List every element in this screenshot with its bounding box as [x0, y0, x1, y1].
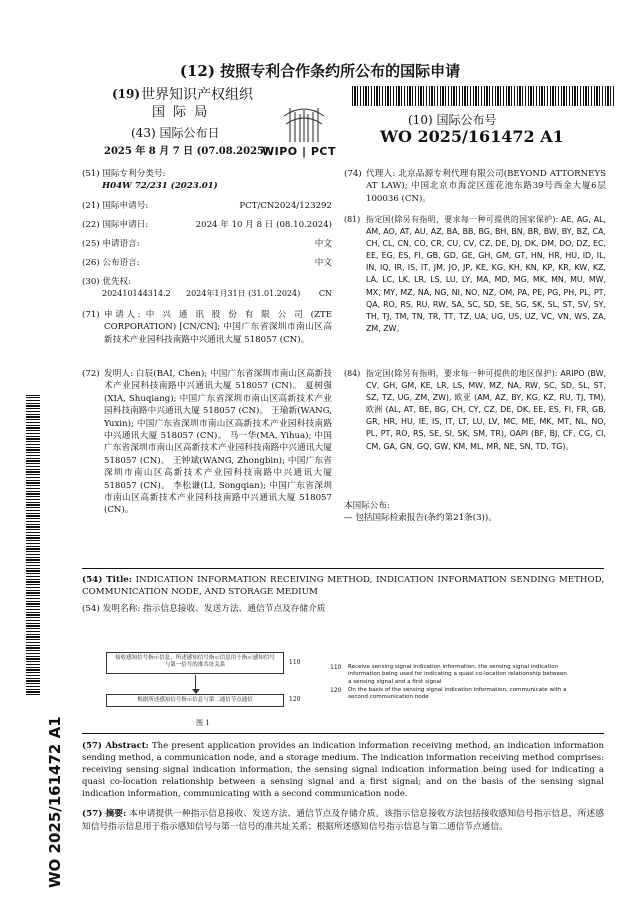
priority-number: 202410144314.2 [102, 289, 171, 299]
wipo-emblem-icon [270, 104, 338, 144]
field-51-label: (51) 国际专利分类号: [82, 169, 166, 179]
field-30-label: (30) 优先权: [82, 277, 132, 287]
field-30 [82, 276, 332, 301]
publication-item: — 包括国际检索报告(条约第21条(3))。 [344, 513, 497, 524]
flow-ref-110: 110 [289, 659, 301, 666]
field-22-value: 2024 年 10 月 8 日 (08.10.2024) [195, 220, 332, 230]
abstract-zh-text: 本申请提供一种指示信息接收、发送方法、通信节点及存储介质。该指示信息接收方法包括接收感知信号指示信息，所述感知信号指示信息用于指示感知信号与第一信号的准共址关系；根据所述感知信号指示信息与第二通信节点通信。 [82, 809, 605, 832]
field-21 [82, 200, 332, 212]
field-25 [82, 238, 332, 250]
publication-label: 本国际公布: [344, 501, 390, 511]
abstract-en-text: The present application provides an indication information receiving method, an indication information sending method, a communication node, and a storage medium. The indication information receiving method comprises: receiving sensing signal indication information, the sensing signal indication information being used for indicating a quasi co-location relationship between a sensing signal and a first signal; and on the basis of the sensing signal indication information, communicating with a second communication node. [82, 741, 605, 799]
priority-country: CN [318, 289, 332, 299]
title-zh-label: (54) 发明名称: [82, 604, 141, 614]
field-84-text: 指定国(除另有指明，要求每一种可提供的地区保护): ARIPO (BW, CV, GH, GM, KE, LR, LS, MW, MZ, NA, RW, SC, SD, SL, ST, SZ, TZ, UG, ZM, ZW), 欧亚 (AM, AZ, BY, KG, KZ, RU, TJ, TM), 欧洲 (AL, AT, BE, BG, CH, CY, CZ, DE, DK, EE, ES, FI, FR, GB, GR, HR, HU, IE, IS, IT, LT, LU, LV, MC, ME, MK, MT, NL, NO, PL, PT, RO, RS, SE, SI, SK, SM, TR), OAPI (BF, BJ, CF, CG, CI, CM, GA, GN, GQ, GW, KM, ML, MR, NE, SN, TD, TG)。 [366, 369, 606, 451]
figure-label: 图 1 [196, 719, 210, 727]
field-26-label: (26) 公布语言: [82, 258, 140, 268]
field-21-value: PCT/CN2024/123292 [239, 201, 332, 211]
field-74 [344, 168, 606, 205]
field-22 [82, 219, 332, 231]
field-26 [82, 257, 332, 269]
field-51 [82, 168, 332, 193]
side-barcode [26, 395, 40, 695]
priority-date: 2024年1月31日 (31.01.2024) [186, 289, 301, 299]
legend-110-text: Receive sensing signal indication information, the sensing signal indication information being used for indicating a quasi co-location relationship between a sensing signal and a first signal [348, 664, 567, 685]
title-en-label: (54) Title: [82, 575, 132, 585]
org-number: (19) [112, 87, 141, 101]
wipo-logo-text: WIPO | PCT [262, 145, 336, 158]
field-72 [82, 368, 332, 517]
divider-top [82, 568, 604, 569]
legend-110-number: 110 [330, 664, 342, 671]
title-en-text: INDICATION INFORMATION RECEIVING METHOD, INDICATION INFORMATION SENDING METHOD, COMMUNICATION NODE, AND STORAGE MEDIUM [82, 575, 604, 598]
legend-120-number: 120 [330, 687, 342, 694]
field-25-label: (25) 申请语言: [82, 239, 140, 249]
title-zh [82, 603, 604, 615]
field-51-value: H04W 72/231 (2023.01) [102, 181, 218, 192]
top-barcode [352, 86, 614, 106]
title-en [82, 574, 604, 598]
wipo-emblem [270, 104, 338, 144]
field-74-text: 代理人: 北京品源专利代理有限公司(BEYOND ATTORNEYS AT LAW); 中国北京市海淀区莲花池东路39号西金大厦6层 100036 (CN)。 [366, 169, 606, 204]
pubdate-value: 2025 年 8 月 7 日 (07.08.2025) [104, 146, 269, 157]
pubno-value: WO 2025/161472 A1 [380, 127, 564, 146]
pubno-label: (10) 国际公布号 [408, 113, 497, 127]
pubdate-label: (43) 国际公布日 [131, 126, 220, 140]
field-84 [344, 368, 606, 453]
org-bureau: 国 际 局 [152, 105, 210, 120]
field-71-label: (71) [82, 310, 100, 320]
field-81-label: (81) [344, 215, 361, 224]
vertical-pubno: WO 2025/161472 A1 [46, 716, 64, 888]
legend-120-text: On the basis of the sensing signal indication information, communicate with a second communication node [348, 687, 567, 701]
field-72-label: (72) [82, 369, 100, 379]
field-81 [344, 214, 606, 335]
abstract-zh [82, 808, 604, 834]
publication-notes [344, 500, 606, 525]
field-71-text: 申请人: 中 兴 通 讯 股 份 有 限 公 司 (ZTE CORPORATION) [CN/CN]; 中国广东省深圳市南山区高新技术产业园科技南路中兴通讯大厦 518057 (CN)。 [104, 310, 332, 345]
field-72-text: 发明人: 白辰(BAI, Chen); 中国广东省深圳市南山区高新技术产业园科技南路中兴通讯大厦 518057 (CN)。 夏树强(XIA, Shuqiang); 中国广东省深圳市南山区高新技术产业园科技南路中兴通讯大厦 518057 (CN)。 王瑜新(WANG, Yuxin); 中国广东省深圳市南山区高新技术产业园科技南路中兴通讯大厦 518057 (CN)。 马一华(MA, Yihua); 中国广东省深圳市南山区高新技术产业园科技南路中兴通讯大厦 518057 (CN)。 王钟斌(WANG, Zhongbin); 中国广东省深圳市南山区高新技术产业园科技南路中兴通讯大厦 518057 (CN)。 李松谦(LI, Songqian); 中国广东省深圳市南山区高新技术产业园科技南路中兴通讯大厦 518057 (CN)。 [104, 369, 332, 516]
divider-bottom [82, 733, 604, 734]
field-81-text: 指定国(除另有指明，要求每一种可提供的国家保护): AE, AG, AL, AM, AO, AT, AU, AZ, BA, BB, BG, BH, BN, BR, BW, BY, BZ, CA, CH, CL, CN, CO, CR, CU, CV, CZ, DE, DJ, DK, DM, DO, DZ, EC, EE, EG, ES, FI, GB, GD, GE, GH, GM, GT, HN, HR, HU, ID, IL, IN, IQ, IR, IS, IT, JM, JO, JP, KE, KG, KH, KN, KP, KR, KW, KZ, LA, LC, LK, LR, LS, LU, LY, MA, MD, MG, MK, MN, MU, MW, MX, MY, MZ, NA, NG, NI, NO, NZ, OM, PA, PE, PG, PH, PL, PT, QA, RO, RS, RU, RW, SA, SC, SD, SE, SG, SK, SL, ST, SV, SY, TH, TJ, TM, TN, TR, TT, TZ, UA, UG, US, UZ, VC, VN, WS, ZA, ZM, ZW。 [366, 215, 606, 333]
field-26-value: 中文 [314, 258, 332, 268]
field-22-label: (22) 国际申请日: [82, 220, 149, 230]
flow-step-110: 接收感知信号指示信息，所述感知信号指示信息用于指示感知信号与第一信号的准共址关系 [106, 652, 284, 674]
field-74-label: (74) [344, 169, 362, 179]
field-71 [82, 309, 332, 346]
field-21-label: (21) 国际申请号: [82, 201, 149, 211]
abstract-zh-label: (57) 摘要: [82, 809, 127, 819]
org-name: 世界知识产权组织 [141, 87, 253, 103]
abstract-en-label: (57) Abstract: [82, 741, 149, 751]
document-title: (12) 按照专利合作条约所公布的国际申请 [179, 62, 461, 80]
field-84-label: (84) [344, 369, 361, 378]
flow-ref-120: 120 [289, 696, 301, 703]
flow-step-120: 根据所述感知信号指示信息与第二通信节点通信 [106, 694, 284, 707]
field-25-value: 中文 [314, 239, 332, 249]
abstract-en [82, 740, 604, 800]
title-zh-text: 指示信息接收、发送方法、通信节点及存储介质 [143, 604, 326, 614]
